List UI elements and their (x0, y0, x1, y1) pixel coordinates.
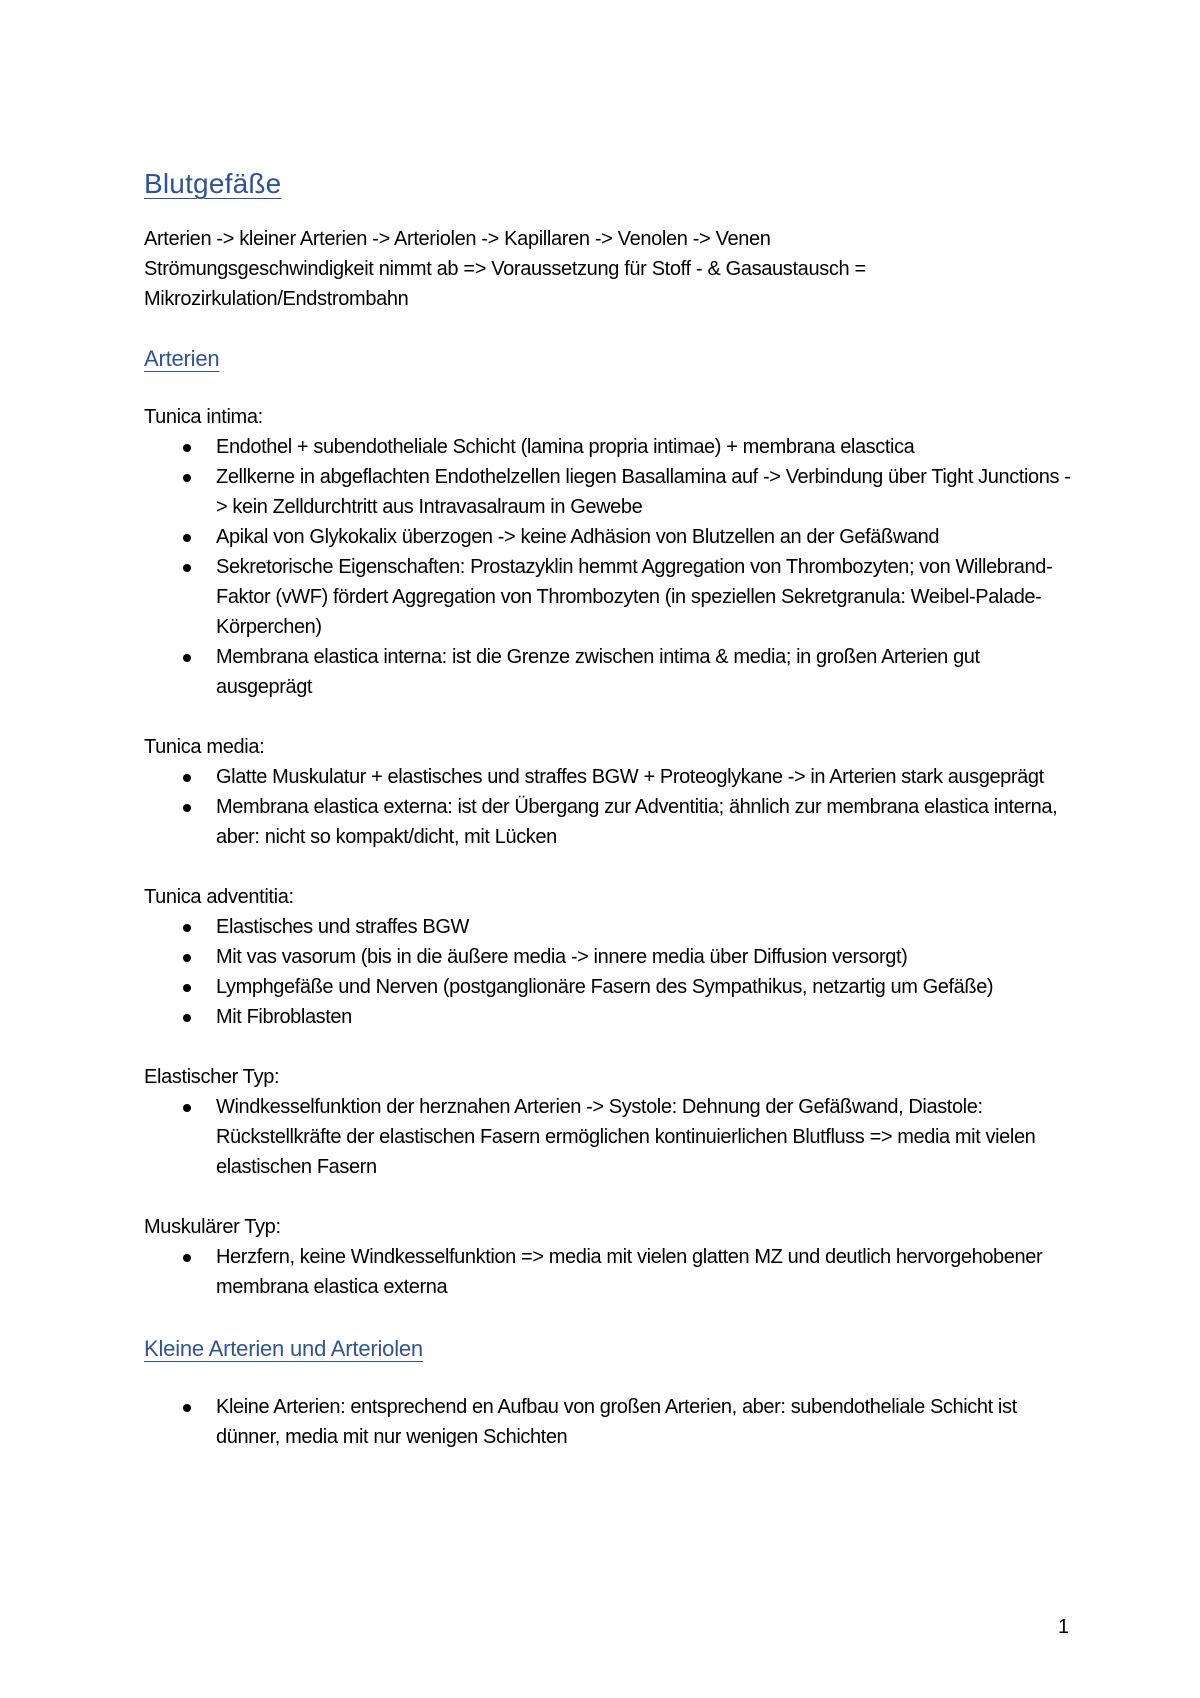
bullet-list-intima (144, 432, 1079, 702)
page-number: 1 (1058, 1616, 1070, 1638)
list-item: Mit vas vasorum (bis in die äußere media -> innere media über Diffusion versorgt) (144, 942, 1079, 972)
intro-line: Strömungsgeschwindigkeit nimmt ab => Voraussetzung für Stoff - & Gasaustausch = (144, 258, 866, 280)
section-heading-arterien: Arterien (144, 346, 220, 371)
bullet-icon (183, 774, 191, 782)
bullet-icon (183, 534, 191, 542)
list-item: Endothel + subendotheliale Schicht (lamina propria intimae) + membrana elasctica (144, 432, 1079, 462)
bullet-icon (183, 924, 191, 932)
bullet-icon (183, 984, 191, 992)
bullet-icon (183, 444, 191, 452)
subheading-tunica-media: Tunica media: (144, 736, 265, 758)
list-item: Kleine Arterien: entsprechend en Aufbau von großen Arterien, aber: subendotheliale Schicht ist dünner, media mit nur wenigen Schichten (144, 1392, 1079, 1452)
list-item: Mit Fibroblasten (144, 1002, 1079, 1032)
document-page (144, 168, 1079, 1452)
bullet-icon (183, 804, 191, 812)
subheading-tunica-adventitia: Tunica adventitia: (144, 886, 294, 908)
intro-line: Arterien -> kleiner Arterien -> Arteriolen -> Kapillaren -> Venolen -> Venen (144, 228, 771, 250)
list-item: Glatte Muskulatur + elastisches und straffes BGW + Proteoglykane -> in Arterien stark ausgeprägt (144, 762, 1079, 792)
list-item: Herzfern, keine Windkesselfunktion => media mit vielen glatten MZ und deutlich hervorgehobener membrana elastica externa (144, 1242, 1079, 1302)
list-item: Sekretorische Eigenschaften: Prostazyklin hemmt Aggregation von Thrombozyten; von Willebrand-Faktor (vWF) fördert Aggregation von Thrombozyten (in speziellen Sekretgranula: Weibel-Palade-Körperchen) (144, 552, 1079, 642)
intro-block (144, 224, 1079, 314)
bullet-icon (183, 1404, 191, 1412)
bullet-icon (183, 654, 191, 662)
list-item: Elastisches und straffes BGW (144, 912, 1079, 942)
bullet-icon (183, 1014, 191, 1022)
bullet-list-kleine-arterien (144, 1392, 1079, 1452)
list-item: Windkesselfunktion der herznahen Arterien -> Systole: Dehnung der Gefäßwand, Diastole: Rückstellkräfte der elastischen Fasern ermöglichen kontinuierlichen Blutfluss => media mit vielen elastischen Fasern (144, 1092, 1079, 1182)
bullet-icon (183, 474, 191, 482)
subheading-muskulaerer-typ: Muskulärer Typ: (144, 1216, 281, 1238)
bullet-list-media (144, 762, 1079, 852)
subheading-tunica-intima: Tunica intima: (144, 406, 263, 428)
bullet-icon (183, 1254, 191, 1262)
bullet-icon (183, 954, 191, 962)
list-item: Apikal von Glykokalix überzogen -> keine Adhäsion von Blutzellen an der Gefäßwand (144, 522, 1079, 552)
intro-line: Mikrozirkulation/Endstrombahn (144, 288, 409, 310)
subheading-elastischer-typ: Elastischer Typ: (144, 1066, 280, 1088)
bullet-list-elastisch (144, 1092, 1079, 1182)
bullet-list-adventitia (144, 912, 1079, 1032)
section-heading-kleine-arterien: Kleine Arterien und Arteriolen (144, 1336, 423, 1361)
bullet-icon (183, 1104, 191, 1112)
bullet-list-muskulaer (144, 1242, 1079, 1302)
list-item: Lymphgefäße und Nerven (postganglionäre Fasern des Sympathikus, netzartig um Gefäße) (144, 972, 1079, 1002)
page-title: Blutgefäße (144, 168, 282, 199)
list-item: Membrana elastica externa: ist der Übergang zur Adventitia; ähnlich zur membrana elastica interna, aber: nicht so kompakt/dicht, mit Lücken (144, 792, 1079, 852)
list-item: Membrana elastica interna: ist die Grenze zwischen intima & media; in großen Arterien gut ausgeprägt (144, 642, 1079, 702)
bullet-icon (183, 564, 191, 572)
list-item: Zellkerne in abgeflachten Endothelzellen liegen Basallamina auf -> Verbindung über Tight Junctions -> kein Zelldurchtritt aus Intravasalraum in Gewebe (144, 462, 1079, 522)
